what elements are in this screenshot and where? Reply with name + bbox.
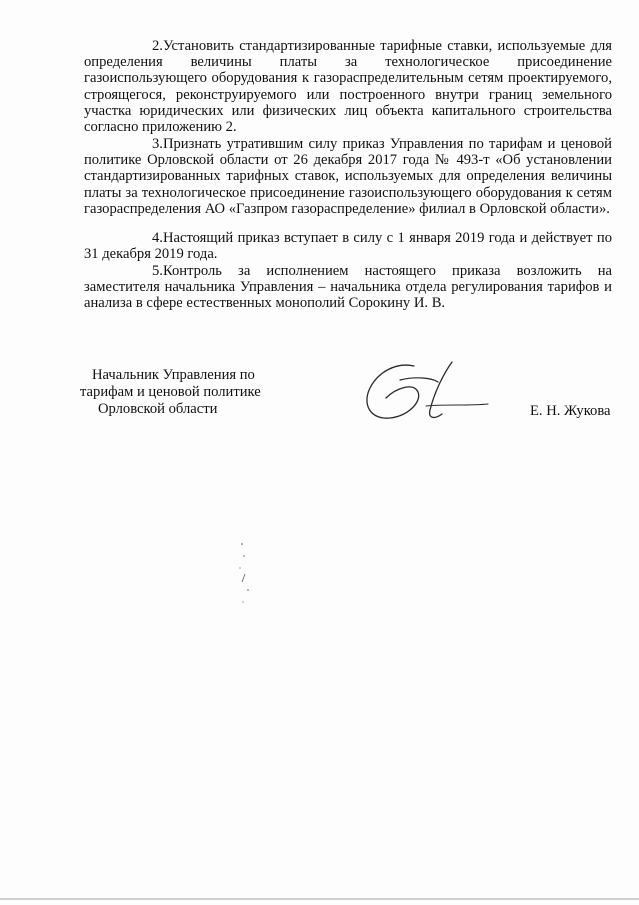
paragraph-number: 3.	[152, 136, 163, 152]
signer-title-line: Начальник Управления по	[92, 367, 255, 383]
signer-title	[80, 367, 300, 418]
paragraph-3	[84, 136, 612, 217]
signer-title-line: тарифам и ценовой политике	[80, 384, 261, 400]
scan-specks	[236, 540, 256, 610]
paragraph-number: 4.	[152, 230, 163, 246]
paragraph-4	[84, 230, 612, 262]
paragraph-number: 5.	[152, 263, 163, 279]
paragraph-5	[84, 263, 612, 312]
signer-name: Е. Н. Жукова	[530, 403, 611, 419]
paragraph-text: Признать утратившим силу приказ Управления по тарифам и ценовой политике Орловской области от 26 декабря 2017 года № 493-т «Об установлении стандартизированных тарифных ставок, используемых для определения величины платы за технологическое присоединение газоиспользующего оборудования к сетям газораспределения АО «Газпром газораспределение» филиал в Орловской области».	[84, 136, 612, 217]
signer-title-line: Орловской области	[98, 401, 218, 417]
handwritten-signature	[356, 358, 496, 428]
paragraph-text: Настоящий приказ вступает в силу с 1 января 2019 года и действует по 31 декабря 2019 года.	[84, 230, 612, 263]
paragraph-text: Установить стандартизированные тарифные ставки, используемые для определения величины платы за технологическое присоединение газоиспользующего оборудования к газораспределительным сетям проектируемого, строящегося, реконструируемого или построенного внутри границ земельного участка юридических или физических лиц объекта капитального строительства согласно приложению 2.	[84, 38, 612, 136]
page-bottom-edge	[0, 898, 639, 900]
paragraph-text: Контроль за исполнением настоящего приказа возложить на заместителя начальника Управления – начальника отдела регулирования тарифов и анализа в сфере естественных монополий Сорокину И. В.	[84, 263, 612, 312]
paragraph-2	[84, 38, 612, 135]
paragraph-number: 2.	[152, 38, 163, 54]
